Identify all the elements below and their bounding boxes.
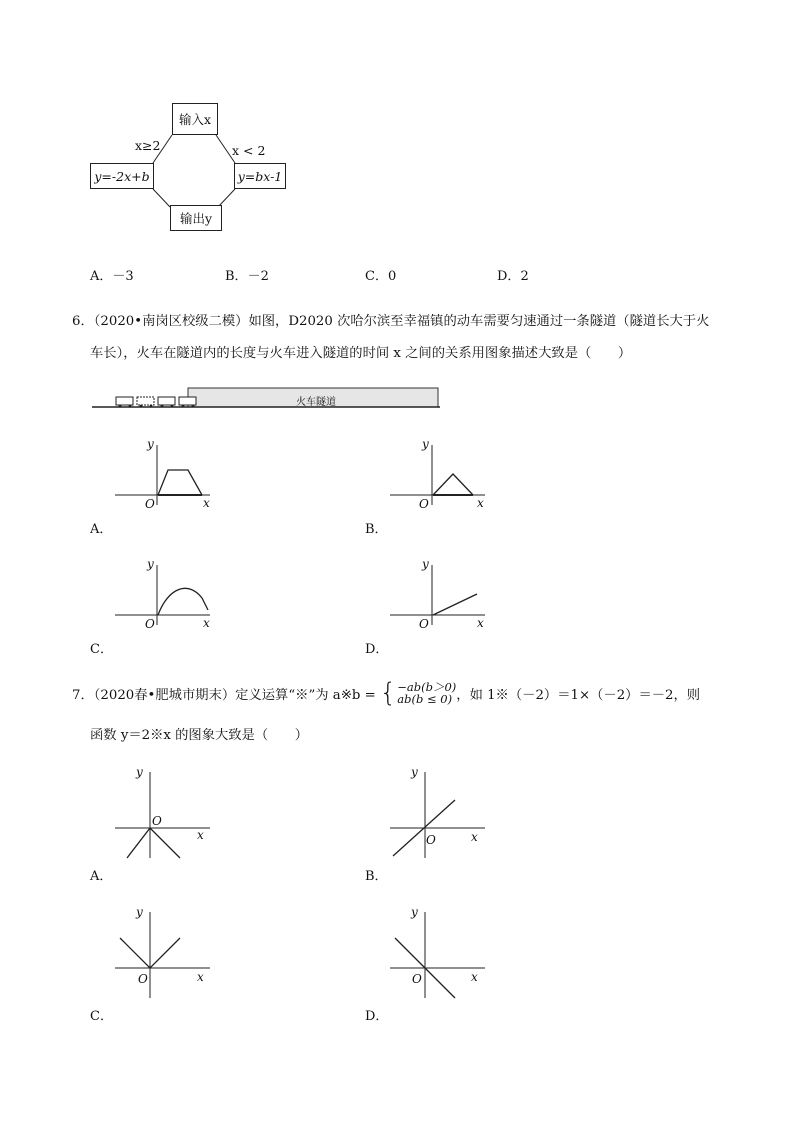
left-formula: y=-2x+b xyxy=(94,168,150,184)
q6-option-c: C． xyxy=(90,642,113,657)
q6-option-b: B． xyxy=(365,522,388,537)
option-letter: B． xyxy=(225,269,248,284)
x-axis-label: x xyxy=(203,616,210,630)
x-axis-label: x xyxy=(477,616,484,630)
right-condition: x < 2 xyxy=(232,143,266,158)
q7-suffix: ，如 1※（－2）＝1×（－2）＝－2，则 xyxy=(456,687,701,703)
y-axis-label: y xyxy=(136,765,143,779)
origin-label: O xyxy=(412,972,422,986)
option-letter: D． xyxy=(497,269,521,284)
y-axis-label: y xyxy=(422,557,429,571)
train-car xyxy=(158,397,175,405)
q7-option-b: B． xyxy=(365,869,388,884)
y-axis-label: y xyxy=(411,905,418,919)
left-formula-box xyxy=(90,163,154,189)
train-tunnel-svg xyxy=(88,385,448,415)
origin-label: O xyxy=(419,617,429,631)
option-value: －2 xyxy=(247,269,269,284)
input-box xyxy=(172,103,218,135)
output-box xyxy=(170,205,222,231)
train-car xyxy=(116,397,133,405)
origin-label: O xyxy=(426,833,436,847)
option-letter: C． xyxy=(365,269,388,284)
x-axis-label: x xyxy=(203,496,210,510)
q6-line-2: 车长），火车在隧道内的长度与火车进入隧道的时间 x 之间的关系用图象描述大致是（ ） xyxy=(90,346,632,361)
output-label: 输出y xyxy=(179,211,213,226)
q6-option-d: D． xyxy=(365,642,389,657)
y-axis-label: y xyxy=(147,557,154,571)
q5-option-a xyxy=(90,265,134,284)
q5-option-b xyxy=(225,265,269,284)
q7-line-1 xyxy=(72,680,700,706)
input-label: 输入x xyxy=(178,112,212,127)
train-car xyxy=(137,397,154,405)
option-value: 0 xyxy=(387,269,397,284)
origin-label: O xyxy=(145,497,155,511)
left-condition: x≥2 xyxy=(135,138,161,153)
brace-glyph: { xyxy=(379,678,397,708)
q6-option-a: A． xyxy=(90,522,113,537)
right-formula: y=bx-1 xyxy=(237,168,283,184)
option-value: 2 xyxy=(520,269,529,284)
origin-label: O xyxy=(138,972,148,986)
q7-option-d: D． xyxy=(365,1009,389,1024)
origin-label: O xyxy=(419,497,429,511)
q5-option-c xyxy=(365,265,396,284)
q7-option-a: A． xyxy=(90,869,113,884)
q6-line-1: 6．（2020•南岗区校级二模）如图，D2020 次哈尔滨至幸福镇的动车需要匀速通过一条隧道（隧道长大于火 xyxy=(72,314,710,329)
y-axis-label: y xyxy=(147,437,154,451)
piece-top: −ab(b＞0) xyxy=(397,679,457,694)
x-axis-label: x xyxy=(197,828,204,842)
tunnel-label: 火车隧道 xyxy=(296,397,336,408)
piecewise-definition xyxy=(397,681,456,705)
q7-prefix: 7．（2020春•肥城市期末）定义运算“※”为 a※b = xyxy=(72,687,376,703)
y-axis-label: y xyxy=(136,905,143,919)
q5-option-d xyxy=(497,265,529,284)
y-axis-label: y xyxy=(411,765,418,779)
x-axis-label: x xyxy=(471,830,478,844)
flowchart-connectors xyxy=(0,0,794,260)
x-axis-label: x xyxy=(197,970,204,984)
origin-label: O xyxy=(145,617,155,631)
x-axis-label: x xyxy=(471,970,478,984)
right-formula-box xyxy=(234,163,286,189)
origin-label: O xyxy=(152,814,162,828)
y-axis-label: y xyxy=(422,437,429,451)
q7-line-2: 函数 y＝2※x 的图象大致是（ ） xyxy=(90,728,309,743)
option-value: －3 xyxy=(112,269,134,284)
x-axis-label: x xyxy=(477,496,484,510)
train-car xyxy=(179,397,196,405)
piece-bottom: ab(b ≤ 0) xyxy=(397,692,453,706)
q7-option-c: C． xyxy=(90,1009,113,1024)
option-letter: A． xyxy=(90,269,113,284)
